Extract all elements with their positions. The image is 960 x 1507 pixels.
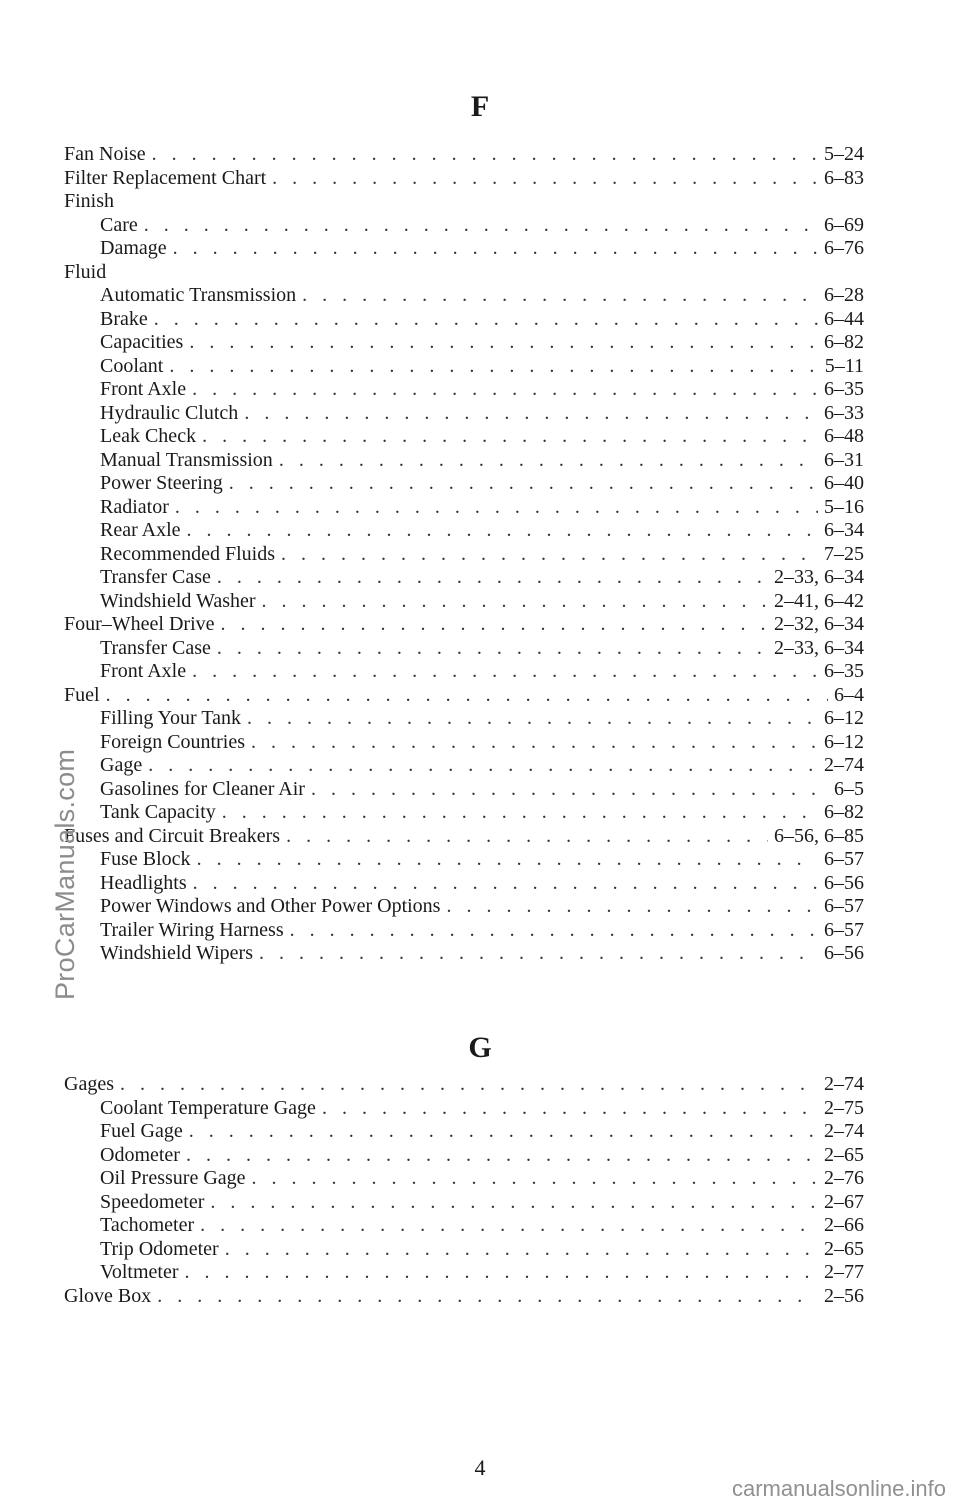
index-entry (64, 214, 864, 238)
index-entry (64, 754, 864, 778)
entry-page-reference: 6–76 (824, 237, 864, 259)
entry-page-reference: 6–56, 6–85 (774, 824, 864, 847)
entry-label: Transfer Case (100, 636, 211, 659)
dot-leader (187, 519, 818, 543)
entry-label: Trip Odometer (100, 1237, 219, 1260)
entry-label: Coolant (100, 354, 164, 377)
dot-leader (244, 402, 818, 426)
index-entry (64, 1238, 864, 1262)
entry-page-reference: 2–77 (824, 1261, 864, 1283)
entry-page-reference: 5–11 (824, 354, 864, 377)
index-entry (64, 425, 864, 449)
dot-leader (311, 778, 828, 802)
dot-leader (148, 754, 818, 778)
index-entries-g (64, 1073, 864, 1308)
entry-label: Filling Your Tank (100, 707, 242, 729)
entry-page-reference: 6–57 (824, 848, 864, 870)
dot-leader (173, 237, 818, 261)
entry-label: Windshield Wipers (100, 942, 253, 964)
index-entry (64, 1097, 864, 1121)
entry-page-reference: 2–74 (824, 754, 864, 776)
entry-label: Power Windows and Other Power Options (100, 895, 441, 917)
index-entry (64, 519, 864, 543)
entry-page-reference: 6–5 (834, 777, 864, 800)
entry-page-reference: 5–24 (824, 143, 864, 165)
entry-page-reference: 2–66 (824, 1214, 864, 1236)
entry-page-reference: 6–57 (824, 895, 864, 917)
index-entries-f (64, 143, 864, 966)
entry-label: Odometer (100, 1143, 180, 1166)
index-entry (64, 284, 864, 308)
entry-label: Front Axle (100, 660, 187, 682)
dot-leader (185, 1261, 818, 1285)
entry-label: Fuses and Circuit Breakers (64, 824, 281, 847)
entry-label: Four–Wheel Drive (64, 613, 215, 635)
entry-label: Windshield Washer (100, 589, 256, 612)
entry-page-reference: 2–65 (824, 1143, 864, 1166)
dot-leader (197, 848, 818, 872)
index-entry (64, 1191, 864, 1215)
dot-leader (169, 355, 818, 379)
entry-label: Brake (100, 307, 148, 330)
dot-leader (152, 143, 818, 167)
entry-label: Transfer Case (100, 566, 211, 588)
index-entry (64, 801, 864, 825)
entry-label: Gages (64, 1073, 114, 1095)
entry-label: Fuse Block (100, 848, 191, 870)
index-entry (64, 895, 864, 919)
dot-leader (106, 684, 828, 708)
dot-leader (192, 660, 818, 684)
entry-label: Hydraulic Clutch (100, 401, 239, 424)
entry-label: Gasolines for Cleaner Air (100, 777, 305, 800)
index-entry (64, 143, 864, 167)
entry-page-reference: 6–44 (824, 307, 864, 330)
dot-leader (222, 801, 818, 825)
index-entry (64, 190, 864, 214)
dot-leader (229, 472, 818, 496)
entry-page-reference: 6–31 (824, 448, 864, 471)
index-entry (64, 472, 864, 496)
dot-leader (281, 543, 818, 567)
entry-page-reference: 6–28 (824, 284, 864, 306)
index-entry (64, 449, 864, 473)
dot-leader (157, 1285, 818, 1309)
entry-label: Fluid (64, 260, 107, 283)
entry-label: Damage (100, 237, 167, 259)
entry-page-reference: 6–34 (824, 519, 864, 541)
index-entry (64, 237, 864, 261)
dot-leader (247, 707, 818, 731)
index-entry (64, 825, 864, 849)
index-entry (64, 378, 864, 402)
entry-label: Manual Transmission (100, 448, 273, 471)
dot-leader (217, 566, 768, 590)
index-entry (64, 684, 864, 708)
index-entry (64, 566, 864, 590)
entry-label: Capacities (100, 331, 184, 353)
entry-page-reference: 6–82 (824, 331, 864, 353)
entry-label: Gage (100, 754, 143, 776)
entry-page-reference: 2–41, 6–42 (774, 589, 864, 612)
entry-label: Filter Replacement Chart (64, 166, 267, 189)
dot-leader (217, 637, 768, 661)
entry-label: Glove Box (64, 1284, 152, 1307)
entry-label: Headlights (100, 871, 187, 894)
dot-leader (251, 731, 818, 755)
index-entry (64, 1285, 864, 1309)
index-entry (64, 919, 864, 943)
side-watermark: ProCarManuals.com (50, 748, 80, 1000)
entry-page-reference: 6–40 (824, 472, 864, 494)
index-entry (64, 355, 864, 379)
entry-label: Foreign Countries (100, 730, 245, 753)
dot-leader (322, 1097, 818, 1121)
index-entry (64, 331, 864, 355)
dot-leader (120, 1073, 818, 1097)
entry-page-reference: 5–16 (824, 495, 864, 518)
entry-label: Fuel (64, 683, 100, 706)
dot-leader (446, 895, 818, 919)
index-entry (64, 707, 864, 731)
entry-label: Voltmeter (100, 1261, 179, 1283)
index-entry (64, 496, 864, 520)
entry-label: Tank Capacity (100, 801, 216, 823)
dot-leader (272, 167, 818, 191)
dot-leader (175, 496, 818, 520)
index-entry (64, 848, 864, 872)
index-entry (64, 1073, 864, 1097)
entry-page-reference: 6–48 (824, 425, 864, 447)
entry-page-reference: 2–56 (824, 1284, 864, 1307)
index-entry (64, 308, 864, 332)
entry-page-reference: 2–65 (824, 1237, 864, 1260)
entry-page-reference: 6–69 (824, 213, 864, 236)
dot-leader (189, 1120, 818, 1144)
dot-leader (186, 1144, 818, 1168)
index-entry (64, 1167, 864, 1191)
entry-label: Finish (64, 190, 115, 212)
index-entry (64, 1261, 864, 1285)
entry-label: Oil Pressure Gage (100, 1167, 246, 1189)
entry-page-reference: 2–33, 6–34 (774, 636, 864, 659)
dot-leader (193, 872, 818, 896)
entry-label: Care (100, 213, 138, 236)
entry-label: Rear Axle (100, 519, 181, 541)
dot-leader (210, 1191, 818, 1215)
entry-label: Power Steering (100, 472, 223, 494)
entry-label: Tachometer (100, 1214, 195, 1236)
entry-page-reference: 6–56 (824, 942, 864, 964)
entry-page-reference: 6–57 (824, 918, 864, 941)
entry-label: Recommended Fluids (100, 542, 275, 565)
dot-leader (279, 449, 818, 473)
entry-page-reference: 6–33 (824, 401, 864, 424)
entry-page-reference: 6–35 (824, 660, 864, 682)
dot-leader (192, 378, 818, 402)
entry-page-reference: 6–83 (824, 166, 864, 189)
index-entry (64, 402, 864, 426)
dot-leader (286, 825, 768, 849)
entry-page-reference: 6–4 (834, 683, 864, 706)
dot-leader (290, 919, 818, 943)
dot-leader (259, 942, 818, 966)
entry-label: Leak Check (100, 425, 197, 447)
entry-label: Speedometer (100, 1190, 205, 1213)
entry-label: Front Axle (100, 378, 187, 400)
entry-label: Fuel Gage (100, 1120, 183, 1142)
dot-leader (221, 613, 768, 637)
dot-leader (189, 331, 818, 355)
index-entry (64, 261, 864, 285)
entry-label: Automatic Transmission (100, 284, 297, 306)
entry-page-reference: 6–82 (824, 801, 864, 823)
index-entry (64, 942, 864, 966)
dot-leader (144, 214, 818, 238)
index-entry (64, 778, 864, 802)
dot-leader (202, 425, 818, 449)
index-entry (64, 731, 864, 755)
index-entry (64, 613, 864, 637)
index-entry (64, 167, 864, 191)
index-entry (64, 1214, 864, 1238)
page-number: 4 (474, 1455, 486, 1480)
index-entry (64, 590, 864, 614)
entry-page-reference: 2–32, 6–34 (774, 613, 864, 635)
entry-page-reference: 2–33, 6–34 (774, 566, 864, 588)
dot-leader (225, 1238, 818, 1262)
dot-leader (262, 590, 768, 614)
index-entry (64, 660, 864, 684)
entry-page-reference: 2–67 (824, 1190, 864, 1213)
dot-leader (252, 1167, 818, 1191)
section-letter-f: F (470, 90, 490, 123)
entry-page-reference: 2–76 (824, 1167, 864, 1189)
section-letter-g: G (468, 1031, 492, 1064)
entry-page-reference: 2–75 (824, 1096, 864, 1119)
index-entry (64, 543, 864, 567)
entry-label: Fan Noise (64, 143, 146, 165)
entry-label: Coolant Temperature Gage (100, 1096, 316, 1119)
bottom-watermark: carmanualsonline.info (731, 1476, 946, 1501)
entry-label: Radiator (100, 495, 169, 518)
dot-leader (154, 308, 818, 332)
entry-page-reference: 2–74 (824, 1120, 864, 1142)
entry-label: Trailer Wiring Harness (100, 918, 284, 941)
index-entry (64, 1144, 864, 1168)
entry-page-reference: 7–25 (824, 542, 864, 565)
dot-leader (200, 1214, 818, 1238)
index-entry (64, 1120, 864, 1144)
index-entry (64, 872, 864, 896)
entry-page-reference: 6–35 (824, 378, 864, 400)
index-entry (64, 637, 864, 661)
entry-page-reference: 6–56 (824, 871, 864, 894)
dot-leader (302, 284, 818, 308)
entry-page-reference: 6–12 (824, 707, 864, 729)
entry-page-reference: 2–74 (824, 1073, 864, 1095)
entry-page-reference: 6–12 (824, 730, 864, 753)
